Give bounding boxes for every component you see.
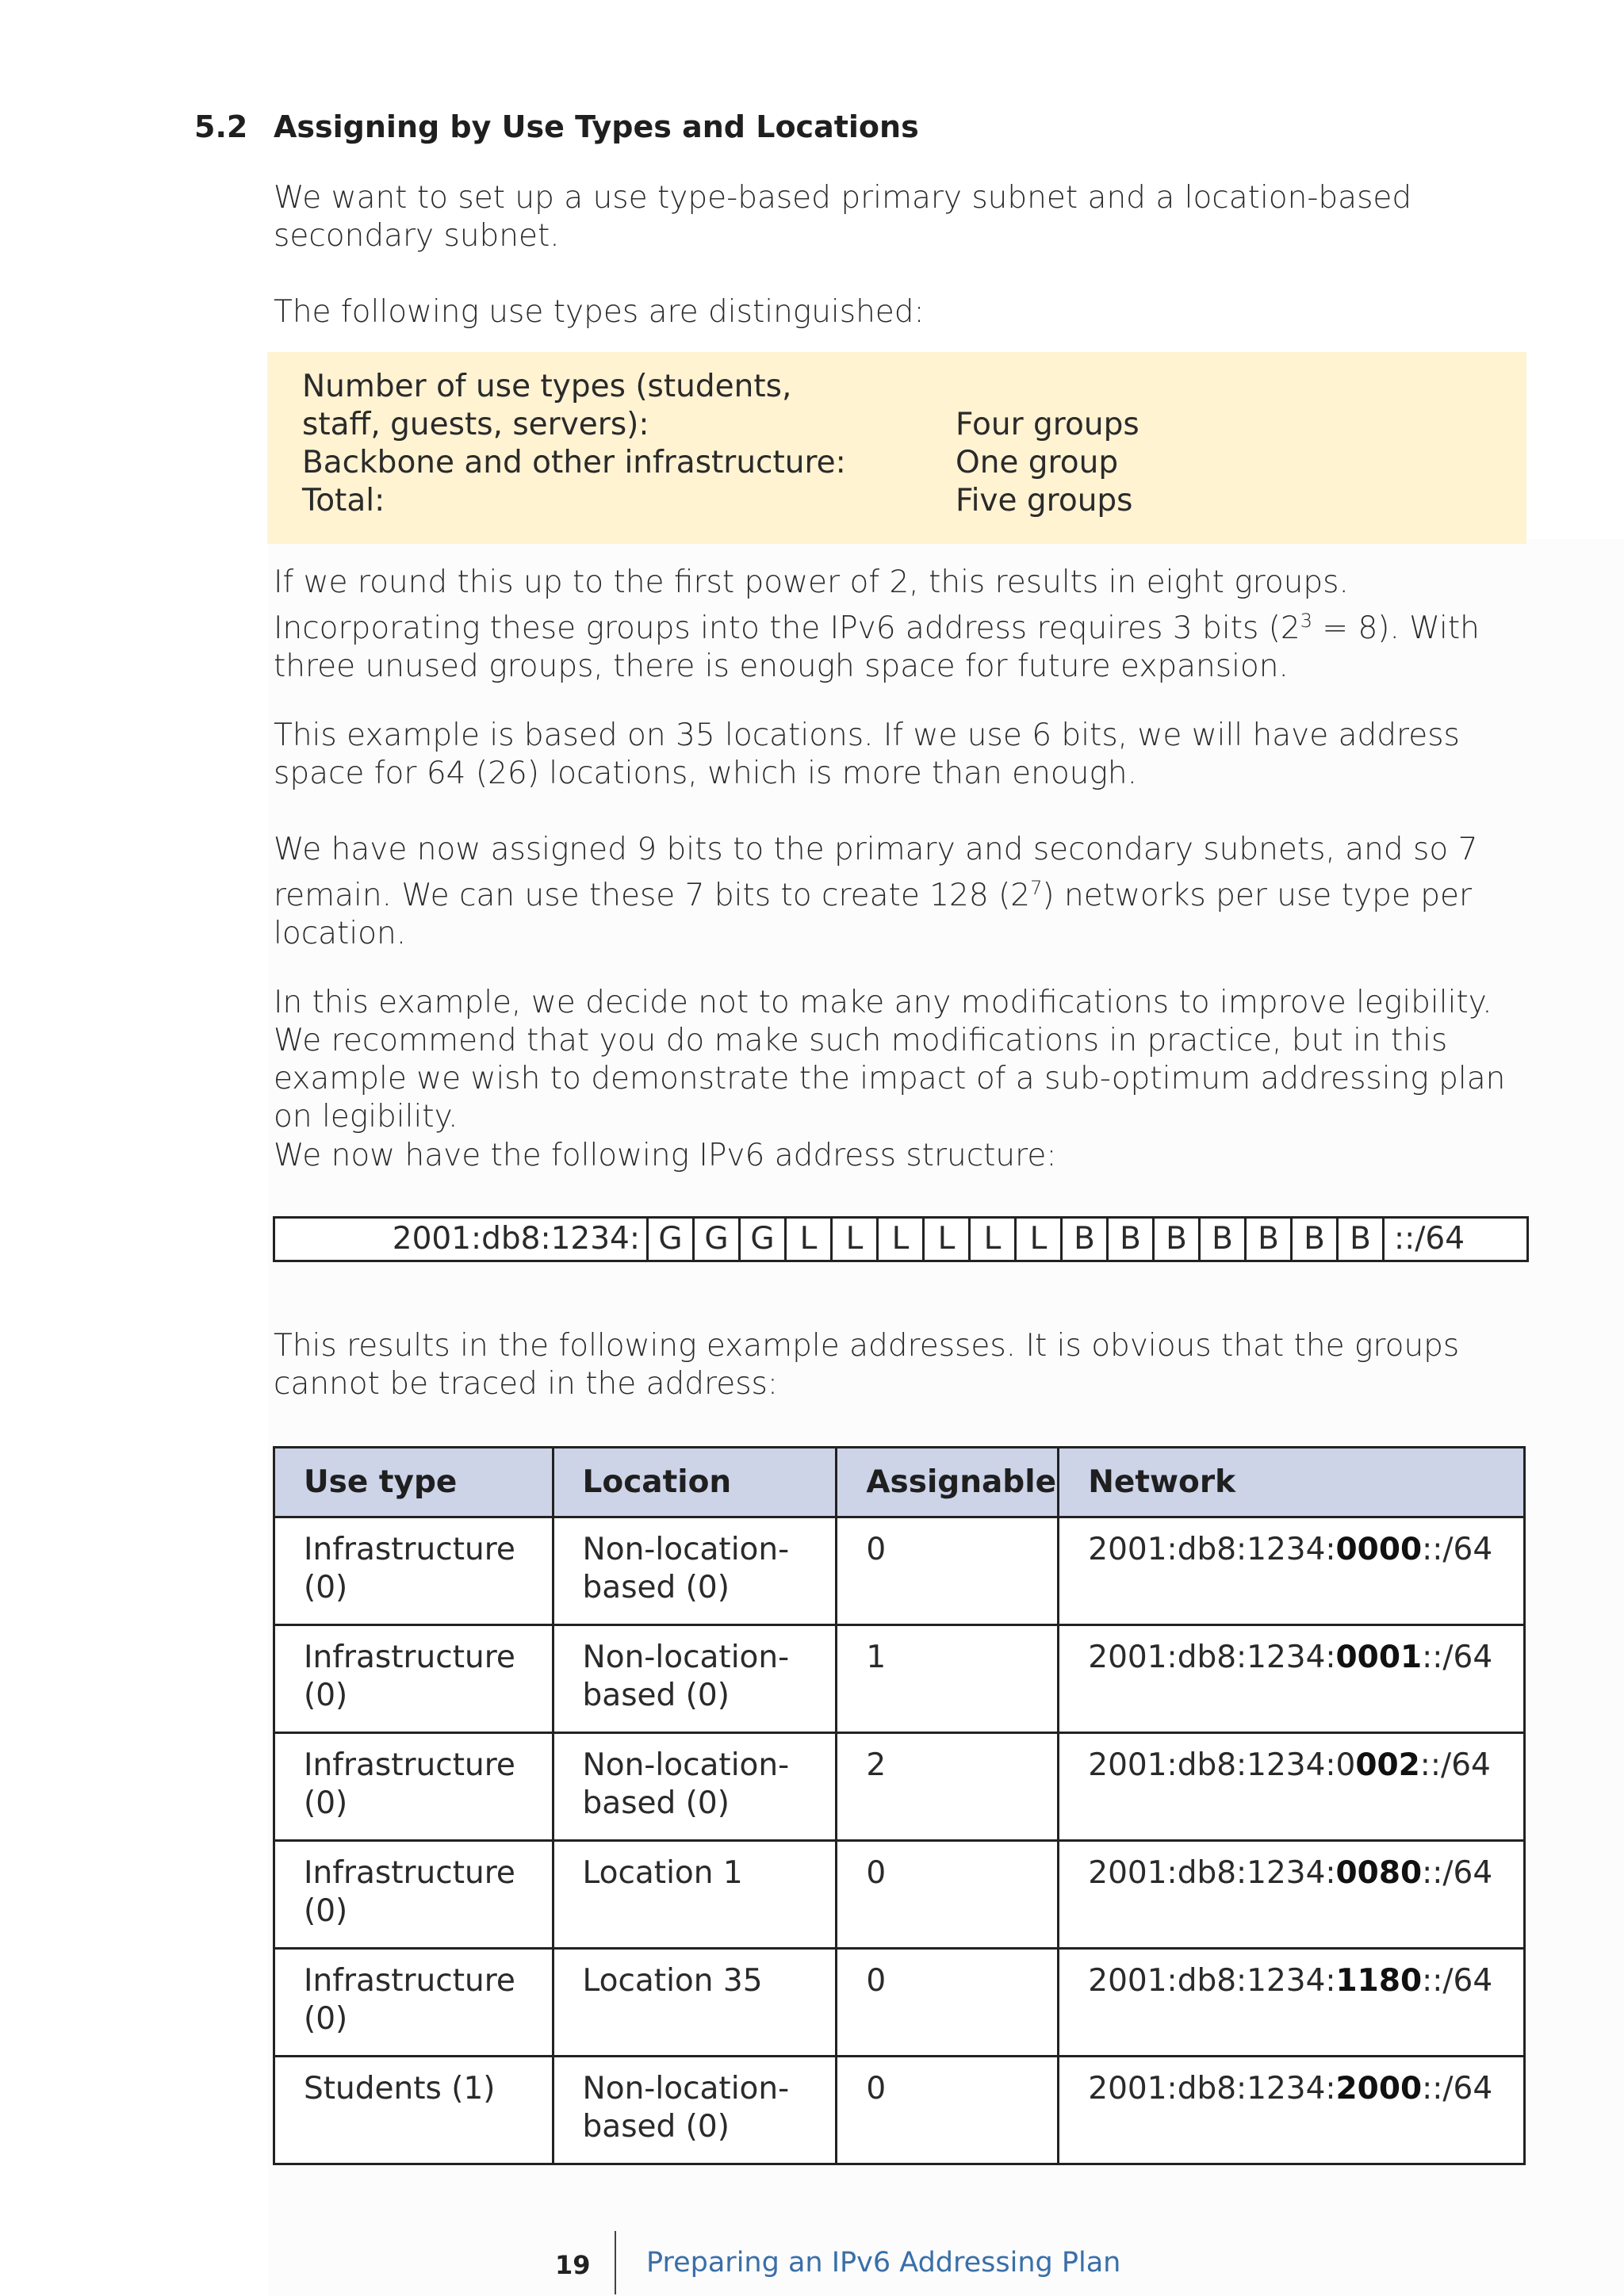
address-bit-cell: L <box>968 1219 1014 1260</box>
cell-network: 2001:db8:1234:1180::/64 <box>1059 1949 1525 2057</box>
table-row <box>274 1733 1525 1841</box>
use-types-box <box>267 352 1526 544</box>
section-heading <box>194 103 919 151</box>
address-structure-diagram <box>273 1216 1529 1262</box>
cell-location: Non-location- based (0) <box>553 1517 837 1625</box>
cell-network: 2001:db8:1234:2000::/64 <box>1059 2057 1525 2164</box>
cell-location: Location 1 <box>553 1841 837 1949</box>
header-use-type: Use type <box>274 1448 553 1517</box>
footer-doc-title: Preparing an IPv6 Addressing Plan <box>646 2247 1121 2279</box>
address-bit-cell: B <box>1106 1219 1152 1260</box>
page-footer <box>0 2231 1624 2286</box>
address-bit-cell: B <box>1198 1219 1244 1260</box>
table-row <box>274 2057 1525 2164</box>
address-bit-cell: B <box>1152 1219 1198 1260</box>
address-bit-cell: B <box>1244 1219 1290 1260</box>
structure-lead: We now have the following IPv6 address structure: <box>274 1138 1057 1173</box>
address-bit-cell: B <box>1060 1219 1106 1260</box>
use-types-row: Number of use types (students, <box>302 369 792 404</box>
cell-use-type: Infrastructure (0) <box>274 1841 553 1949</box>
address-bit-cell: L <box>784 1219 830 1260</box>
cell-network: 2001:db8:1234:0001::/64 <box>1059 1625 1525 1733</box>
cell-assignable: 0 <box>837 1517 1059 1625</box>
infrastructure-row: Backbone and other infrastructure: One group <box>302 445 1119 480</box>
locations-paragraph: This example is based on 35 locations. If we use 6 bits, we will have address space for 64 (26) locations, which is more than enough. <box>274 718 1460 791</box>
cell-network: 2001:db8:1234:0000::/64 <box>1059 1517 1525 1625</box>
address-bit-cell: L <box>876 1219 922 1260</box>
header-location: Location <box>553 1448 837 1517</box>
address-suffix: ::/64 <box>1382 1219 1465 1260</box>
section-number: 5.2 <box>194 109 248 144</box>
page-number: 19 <box>555 2250 591 2280</box>
round-paragraph: If we round this up to the first power of 2, this results in eight groups. Incorporating these groups into the IPv6 address requires 3 bits $(2^3 = 8)$. With three unused groups, there is enough space for future expansion. <box>274 564 1480 684</box>
address-bit-cell: G <box>646 1219 692 1260</box>
cell-use-type: Infrastructure (0) <box>274 1517 553 1625</box>
table-row <box>274 1517 1525 1625</box>
cell-assignable: 1 <box>837 1625 1059 1733</box>
address-bit-cell: L <box>830 1219 876 1260</box>
cell-assignable: 0 <box>837 2057 1059 2164</box>
cell-location: Non-location- based (0) <box>553 2057 837 2164</box>
cell-network: 2001:db8:1234:0002::/64 <box>1059 1733 1525 1841</box>
examples-lead: This results in the following example addresses. It is obvious that the groups cannot be traced in the address: <box>274 1328 1460 1402</box>
cell-assignable: 0 <box>837 1841 1059 1949</box>
address-bit-cell: G <box>692 1219 738 1260</box>
section-title: Assigning by Use Types and Locations <box>274 109 919 144</box>
use-types-lead: The following use types are distinguished: <box>274 294 925 330</box>
cell-location: Non-location- based (0) <box>553 1733 837 1841</box>
cell-location: Non-location- based (0) <box>553 1625 837 1733</box>
use-types-row: staff, guests, servers): Four groups <box>302 407 1139 442</box>
address-bit-cell: L <box>922 1219 968 1260</box>
cell-location: Location 35 <box>553 1949 837 2057</box>
cell-network: 2001:db8:1234:0080::/64 <box>1059 1841 1525 1949</box>
total-row: Total: Five groups <box>302 483 1133 519</box>
header-network: Network <box>1059 1448 1525 1517</box>
header-assignable: Assignable <box>837 1448 1059 1517</box>
address-bit-cell: L <box>1014 1219 1060 1260</box>
table-row <box>274 1625 1525 1733</box>
cell-use-type: Infrastructure (0) <box>274 1625 553 1733</box>
address-bit-cell: B <box>1290 1219 1336 1260</box>
intro-paragraph: We want to set up a use type-based primary subnet and a location-based secondary subnet. <box>274 180 1412 254</box>
address-bit-cell: G <box>738 1219 784 1260</box>
cell-assignable: 2 <box>837 1733 1059 1841</box>
table-row <box>274 1841 1525 1949</box>
cell-assignable: 0 <box>837 1949 1059 2057</box>
address-prefix: 2001:db8:1234: <box>392 1221 640 1257</box>
example-addresses-table <box>273 1446 1526 2165</box>
bits-paragraph: We have now assigned 9 bits to the primary and secondary subnets, and so 7 remain. We can use these 7 bits to create 128 $(2^7)$ networks per use type per location. <box>274 832 1478 951</box>
table-header-row <box>274 1448 1525 1517</box>
cell-use-type: Students (1) <box>274 2057 553 2164</box>
address-bit-cell: B <box>1336 1219 1382 1260</box>
footer-divider <box>615 2231 616 2294</box>
cell-use-type: Infrastructure (0) <box>274 1949 553 2057</box>
table-row <box>274 1949 1525 2057</box>
legibility-paragraph: In this example, we decide not to make any modifications to improve legibility. We recommend that you do make such modifications in practice, but in this example we wish to demonstrate the impact of a sub-optimum addressing plan on legibility. <box>274 985 1506 1135</box>
cell-use-type: Infrastructure (0) <box>274 1733 553 1841</box>
